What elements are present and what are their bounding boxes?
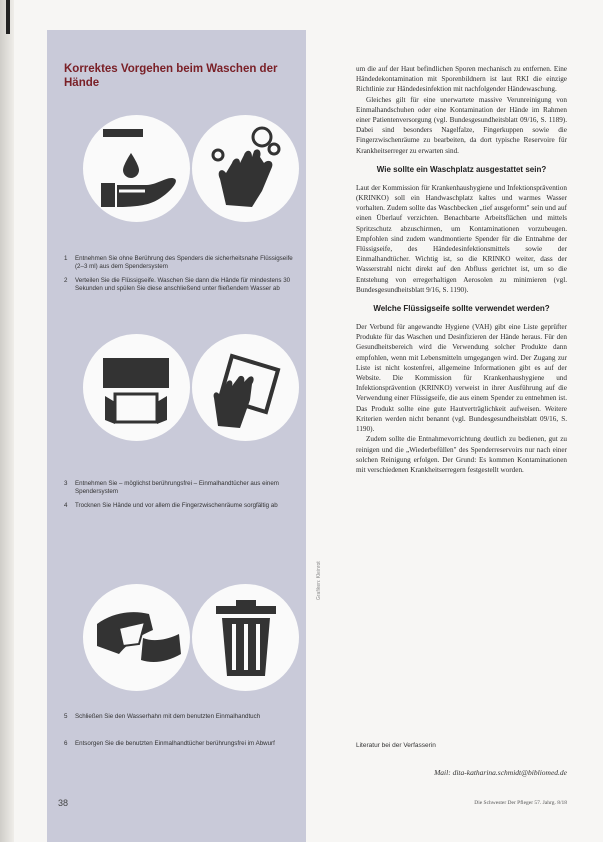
paragraph-1: um die auf der Haut befindlichen Sporen mechanisch zu entfernen. Eine Händedekontamination mit Sporenbildnern ist laut RKI die einzige Richtlinie zur Händedesinfektion mit nachfolgender Händewaschung. bbox=[356, 65, 567, 94]
step-1: 1 Entnehmen Sie ohne Berührung des Spenders die sicherheitsnahe Flüssigseife (2–3 ml) aus dem Spendersystem bbox=[64, 255, 293, 270]
paragraph-5: Zudem sollte die Entnahmevorrichtung deutlich zu bedienen, gut zu reinigen und die „Wiederbefüllen" des Spenderreservoirs nur nach einer solchen Reinigung erfolgen. Der Grund: Es kommen Kontaminationen mit verschiedenen Krankheitserregern festgestellt worden. bbox=[356, 435, 567, 474]
step-5: 5 Schließen Sie den Wasserhahn mit dem benutzten Einmalhandtuch bbox=[64, 713, 261, 720]
author-note: Literatur bei der Verfasserin bbox=[356, 742, 436, 749]
journal-footer: Die Schwester Der Pfleger 57. Jahrg. 8/18 bbox=[474, 800, 567, 806]
trash-can-icon bbox=[192, 584, 299, 691]
scan-edge bbox=[0, 0, 14, 842]
article-column bbox=[356, 64, 567, 475]
towel-dispenser-icon bbox=[83, 334, 190, 441]
hand-drop-icon bbox=[83, 115, 190, 222]
heading-waschplatz: Wie sollte ein Waschplatz ausgestattet sein? bbox=[376, 164, 547, 174]
step-2: 2 Verteilen Sie die Flüssigseife. Waschen Sie dann die Hände für mindestens 30 Sekunden und spülen Sie diese anschließend unter fließendem Wasser ab bbox=[64, 277, 291, 292]
step-6: 6 Entsorgen Sie die benutzten Einmalhandtücher berührungsfrei im Abwurf bbox=[64, 740, 275, 747]
image-credit: Grafiken: Kleinrot bbox=[316, 561, 322, 600]
sidebar-title: Korrektes Vorgehen beim Waschen der Hände bbox=[64, 63, 278, 89]
paragraph-3: Laut der Kommission für Krankenhaushygiene und Infektionsprävention (KRINKO) soll ein Handwaschplatz kaltes und warmes Wasser vorhalten. Zudem sollte das Waschbecken „tief ausgeformt" sein und auf einen Überlauf verzichten. Benachbarte Arbeitsflächen und mittels Spritzschutz abzuschirmen, um Kontaminationen vorzubeugen. Empfohlen sind zudem wandmontierte Spender für die Entnahme der Flüssigseife, des Händedesinfektionsmittels sowie der Einmalhandtücher. Wichtig ist, so die KRINKO weiter, dass der Wasserstrahl nicht direkt auf den Abfluss gerichtet ist, um so die Entstehung von erregerhaltigen Aerosolen zu minimieren (vgl. Bundesgesundheitsblatt 9/16, S. 1190). bbox=[356, 183, 567, 294]
towel-hands-icon bbox=[192, 334, 299, 441]
heading-fluessigseife: Welche Flüssigseife sollte verwendet werden? bbox=[373, 304, 550, 314]
paragraph-2: Gleiches gilt für eine unerwartete massive Verunreinigung von Einmalhandschuhen oder eine Kontamination der Hände im Rahmen einer Patientenversorgung (vgl. Bundesgesundheitsblatt 09/16, S. 1189). Dabei sind besonders Nagelfalze, Fingerkuppen sowie die Fingerzwischenräume zu bearbeiten, da dort typische Reservoire für Krankheitserreger zu erwarten sind. bbox=[356, 95, 567, 155]
contact-mail: Mail: dita-katharina.schmidt@bibliomed.de bbox=[434, 768, 567, 777]
tap-towel-icon bbox=[83, 584, 190, 691]
step-3: 3 Entnehmen Sie – möglichst berührungsfrei – Einmalhandtücher aus einem Spendersystem bbox=[64, 480, 279, 495]
paragraph-4: Der Verbund für angewandte Hygiene (VAH) gibt eine Liste geprüfter Produkte für das Waschen und Desinfizieren der Hände heraus. Für den Gesundheitsbereich wird die Verwendung solcher Produkte dann empfohlen, wenn mit Lebensmitteln umgegangen wird. Der Zugang zur Liste ist nicht kostenfrei, allgemeine Informationen gibt es auf der Website. Die Kommission für Krankenhaushygiene und Infektionsprävention (KRINKO) verweist in ihrer Ausführung auf die Verwendung einer Flüssigseife, die aus einem Spender zu entnehmen ist. Das Produkt sollte eine gute Hautverträglichkeit aufweisen. Weitere Kriterien werden nicht benannt (vgl. Bundesgesundheitsblatt 09/16, S. 1190). bbox=[356, 323, 567, 434]
page-number: 38 bbox=[58, 798, 69, 808]
step-4: 4 Trocknen Sie Hände und vor allem die Fingerzwischenräume sorgfältig ab bbox=[64, 502, 278, 509]
soap-hands-icon bbox=[192, 115, 299, 222]
scan-mark bbox=[6, 0, 10, 34]
